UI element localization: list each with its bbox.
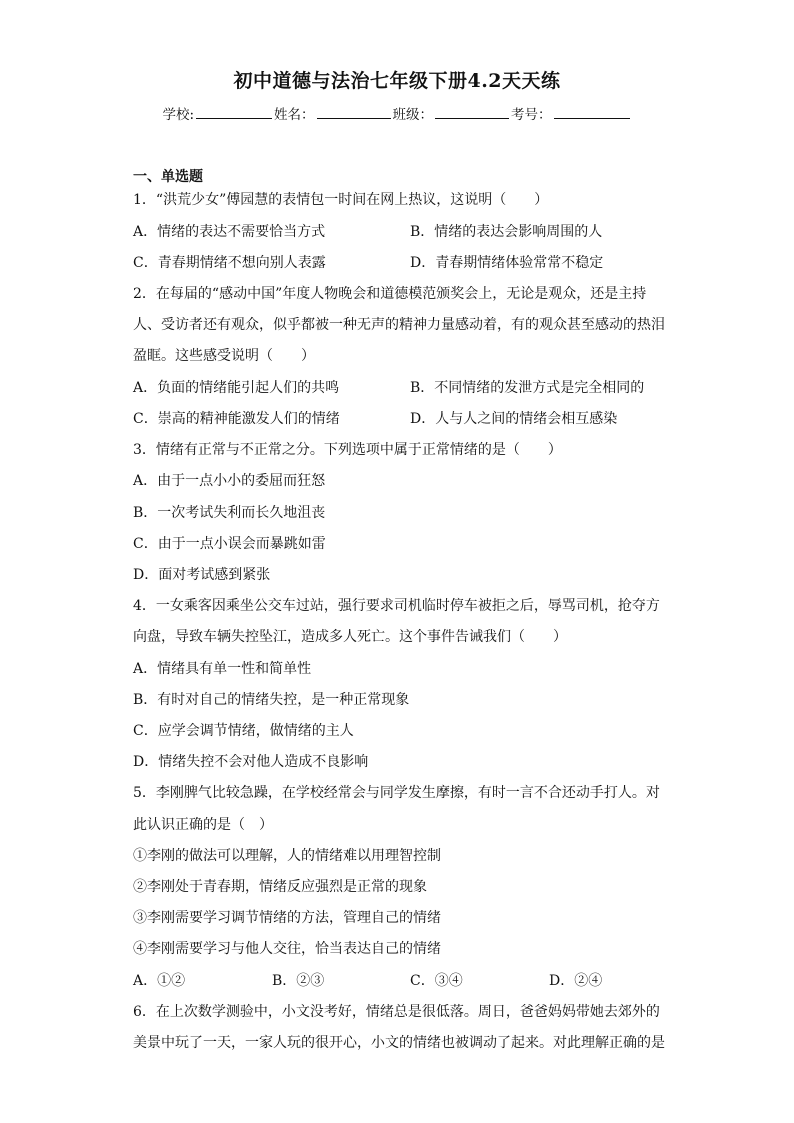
- student-info-row: [0, 103, 794, 123]
- page-title: 初中道德与法治七年级下册4.2天天练: [233, 70, 561, 92]
- class-label: 班级：: [392, 107, 434, 123]
- question-3-option-a[interactable]: A．由于一点小小的委屈而狂怒: [133, 473, 326, 489]
- question-5-stem-line-1: 5．李刚脾气比较急躁，在学校经常会与同学发生摩擦，有时一言不合还动手打人。对: [133, 785, 660, 801]
- question-6-stem-line-2: 美景中玩了一天，一家人玩的很开心，小文的情绪也被调动了起来。对此理解正确的是: [133, 1035, 665, 1051]
- question-1-stem: 1．“洪荒少女”傅园慧的表情包一时间在网上热议，这说明（ ）: [133, 192, 549, 208]
- question-5-statement-1: ①李刚的做法可以理解，人的情绪难以用理智控制: [133, 848, 441, 864]
- question-5-option-c[interactable]: C．③④: [410, 973, 463, 989]
- question-1-option-a[interactable]: A．情绪的表达不需要恰当方式: [133, 224, 326, 240]
- question-5-option-a[interactable]: A．①②: [133, 973, 186, 989]
- question-5-stem-line-2: 此认识正确的是（ ）: [133, 817, 273, 833]
- question-3-stem: 3．情绪有正常与不正常之分。下列选项中属于正常情绪的是（ ）: [133, 442, 562, 458]
- question-2-stem-line-3: 盈眶。这些感受说明（ ）: [133, 348, 315, 364]
- question-4-stem-line-2: 向盘，导致车辆失控坠江，造成多人死亡。这个事件告诫我们（ ）: [133, 629, 567, 645]
- question-3-option-d[interactable]: D．面对考试感到紧张: [133, 567, 271, 583]
- question-4-option-d[interactable]: D．情绪失控不会对他人造成不良影响: [133, 754, 369, 770]
- question-2-option-c[interactable]: C．崇高的精神能激发人们的情绪: [133, 411, 340, 427]
- question-1-option-d[interactable]: D．青春期情绪体验常常不稳定: [410, 255, 604, 271]
- question-4-stem-line-1: 4．一女乘客因乘坐公交车过站，强行要求司机临时停车被拒之后，辱骂司机，抢夺方: [133, 598, 660, 614]
- question-5-statement-4: ④李刚需要学习与他人交往，恰当表达自己的情绪: [133, 941, 441, 957]
- question-2-option-a[interactable]: A．负面的情绪能引起人们的共鸣: [133, 380, 340, 396]
- question-1-option-c[interactable]: C．青春期情绪不想向别人表露: [133, 255, 326, 271]
- question-3-option-b[interactable]: B．一次考试失利而长久地沮丧: [133, 505, 326, 521]
- exam-no-blank[interactable]: [554, 117, 630, 119]
- question-4-option-c[interactable]: C．应学会调节情绪，做情绪的主人: [133, 723, 354, 739]
- question-6-stem-line-1: 6．在上次数学测验中，小文没考好，情绪总是很低落。周日，爸爸妈妈带她去郊外的: [133, 1004, 660, 1020]
- school-blank[interactable]: [196, 117, 272, 119]
- question-3-option-c[interactable]: C．由于一点小误会而暴跳如雷: [133, 536, 326, 552]
- question-4-option-b[interactable]: B．有时对自己的情绪失控，是一种正常现象: [133, 692, 410, 708]
- name-blank[interactable]: [317, 117, 391, 119]
- class-blank[interactable]: [435, 117, 509, 119]
- question-2-option-d[interactable]: D．人与人之间的情绪会相互感染: [410, 411, 618, 427]
- exam-no-label: 考号：: [511, 107, 552, 123]
- school-label: 学校:: [162, 107, 195, 123]
- question-2-stem-line-2: 人、受访者还有观众，似乎都被一种无声的精神力量感动着，有的观众甚至感动的热泪: [133, 317, 665, 333]
- question-2-stem-line-1: 2．在每届的“感动中国”年度人物晚会和道德模范颁奖会上，无论是观众，还是主持: [133, 286, 647, 302]
- section-heading: 一、单选题: [133, 169, 203, 185]
- question-5-option-d[interactable]: D．②④: [549, 973, 603, 989]
- question-5-statement-2: ②李刚处于青春期，情绪反应强烈是正常的现象: [133, 879, 427, 895]
- question-4-option-a[interactable]: A．情绪具有单一性和简单性: [133, 661, 312, 677]
- question-1-option-b[interactable]: B．情绪的表达会影响周围的人: [410, 224, 603, 240]
- question-5-statement-3: ③李刚需要学习调节情绪的方法，管理自己的情绪: [133, 910, 441, 926]
- name-label: 姓名：: [274, 107, 315, 123]
- question-2-option-b[interactable]: B．不同情绪的发泄方式是完全相同的: [410, 380, 645, 396]
- question-5-option-b[interactable]: B．②③: [272, 973, 325, 989]
